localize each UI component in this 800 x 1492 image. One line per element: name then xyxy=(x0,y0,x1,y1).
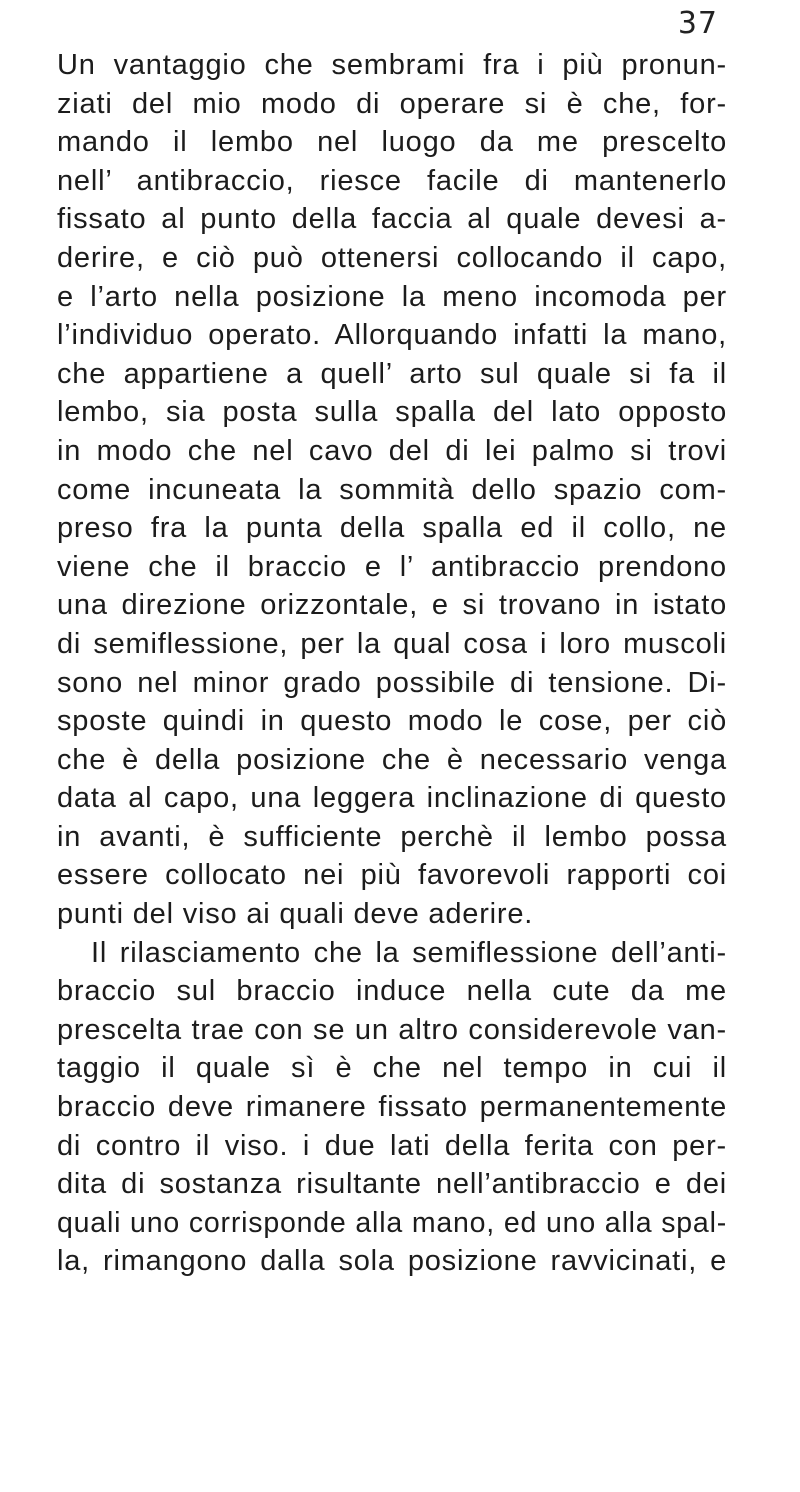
text-line: di semiflessione, per la qual cosa i loro muscoli xyxy=(57,627,727,660)
text-line: ziati del mio modo di operare si è che, for- xyxy=(57,87,727,120)
text-line: derire, e ciò può ottenersi collocando il capo, xyxy=(57,241,727,274)
text-line: che appartiene a quell’ arto sul quale si fa il xyxy=(57,357,727,390)
text-line: braccio sul braccio induce nella cute da me xyxy=(57,975,727,1008)
text-line: essere collocato nei più favorevoli rapporti coi xyxy=(57,859,727,892)
text-line: come incuneata la sommità dello spazio com- xyxy=(57,473,727,506)
text-line: in modo che nel cavo del di lei palmo si trovi xyxy=(57,434,727,467)
text-line: braccio deve rimanere fissato permanentemente xyxy=(57,1091,727,1124)
text-line: in avanti, è sufficiente perchè il lembo possa xyxy=(57,820,727,853)
text-line: preso fra la punta della spalla ed il collo, ne xyxy=(57,512,727,545)
body-text xyxy=(57,46,727,1281)
text-line: di contro il viso. i due lati della ferita con per- xyxy=(57,1129,727,1162)
paragraph-1 xyxy=(57,46,727,934)
text-line: lembo, sia posta sulla spalla del lato opposto xyxy=(57,396,727,429)
text-line: fissato al punto della faccia al quale devesi a- xyxy=(57,203,727,236)
text-line: sono nel minor grado possibile di tensione. Di- xyxy=(57,666,727,699)
text-line: dita di sostanza risultante nell’antibraccio e dei xyxy=(57,1168,727,1201)
text-line: quali uno corrisponde alla mano, ed uno alla spal- xyxy=(57,1206,727,1239)
text-line: Il rilasciamento che la semiflessione dell’anti- xyxy=(91,936,727,969)
page-number: 37 xyxy=(677,6,718,41)
text-line: Un vantaggio che sembrami fra i più pronun- xyxy=(57,49,727,81)
text-line: prescelta trae con se un altro considerevole van- xyxy=(57,1013,727,1046)
text-line: una direzione orizzontale, e si trovano in istato xyxy=(57,589,727,622)
paragraph-2 xyxy=(57,934,727,1281)
text-line: la, rimangono dalla sola posizione ravvicinati, e xyxy=(57,1245,727,1278)
text-line: l’individuo operato. Allorquando infatti la mano, xyxy=(57,319,727,352)
text-line: mando il lembo nel luogo da me prescelto xyxy=(57,126,727,159)
text-line: viene che il braccio e l’ antibraccio prendono xyxy=(57,550,727,583)
text-line: sposte quindi in questo modo le cose, per ciò xyxy=(57,705,727,738)
text-line: punti del viso ai quali deve aderire. xyxy=(57,898,534,931)
text-line: data al capo, una leggera inclinazione di questo xyxy=(57,782,727,815)
text-line: e l’arto nella posizione la meno incomoda per xyxy=(57,280,727,313)
text-line: nell’ antibraccio, riesce facile di mantenerlo xyxy=(57,164,727,197)
text-line: taggio il quale sì è che nel tempo in cui il xyxy=(57,1052,727,1085)
text-line: che è della posizione che è necessario venga xyxy=(57,743,727,776)
